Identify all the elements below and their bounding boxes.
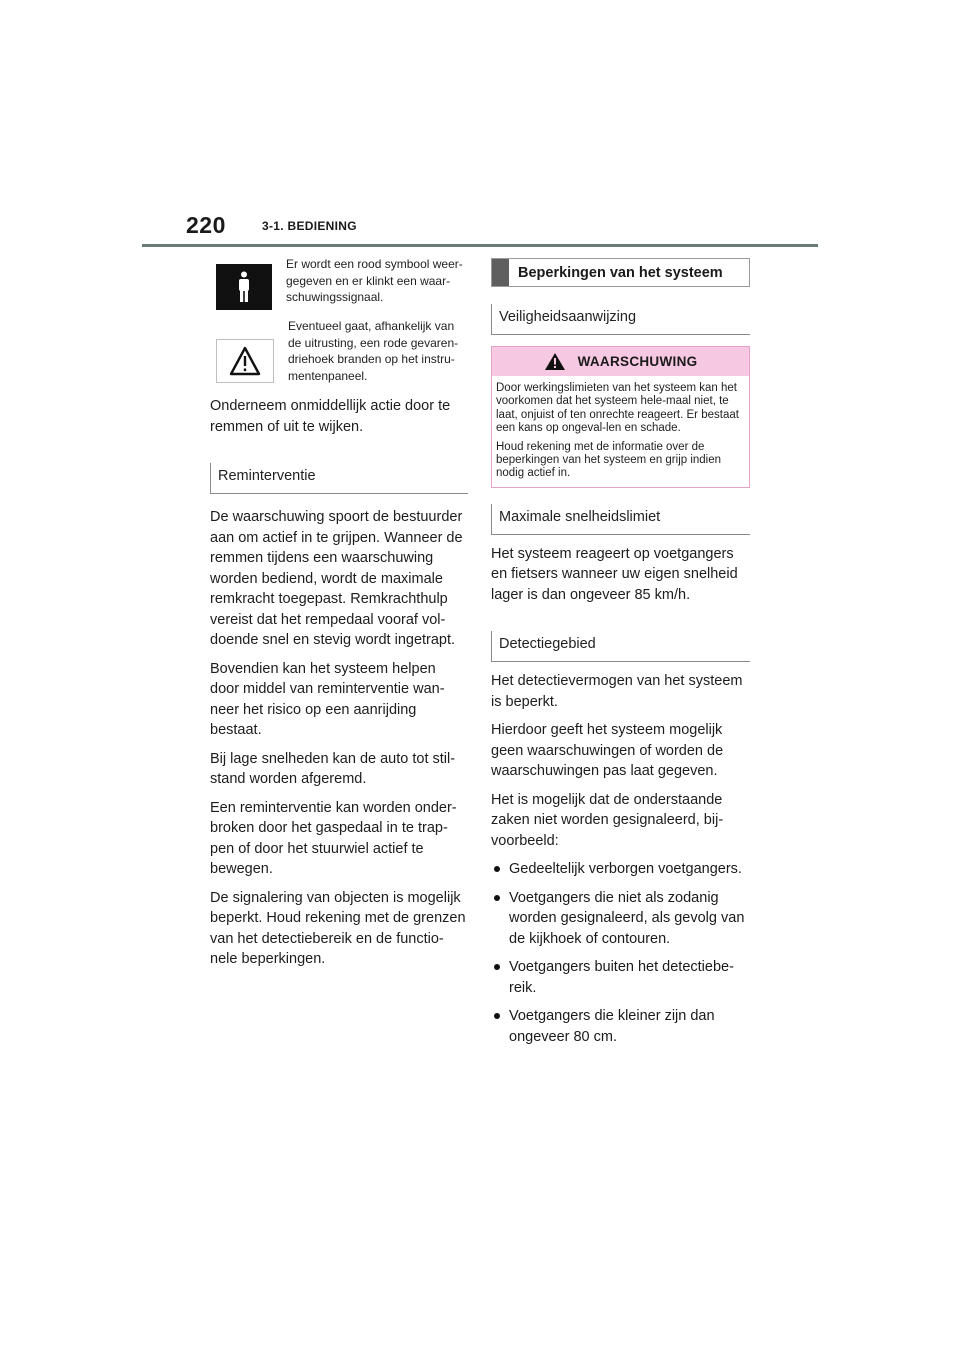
warning-body <box>492 376 749 487</box>
subhead-maximale-snelheidslimiet: Maximale snelheidslimiet <box>491 504 750 535</box>
body-paragraph: Bij lage snelheden kan de auto tot stil-stand worden afgeremd. <box>210 750 456 787</box>
warning-paragraph: Houd rekening met de informatie over de beperkingen van het systeem en grijp indien nodig actief in. <box>496 440 722 480</box>
pedestrian-icon <box>216 264 272 310</box>
bullet-dot-icon <box>494 895 500 901</box>
body-paragraph: Een reminterventie kan worden onder-broken door het gaspedaal in te trap-pen of door het stuurwiel actief te bewegen. <box>210 799 457 877</box>
subhead-veiligheidsaanwijzing: Veiligheidsaanwijzing <box>491 304 750 335</box>
warning-title: WAARSCHUWING <box>577 354 698 369</box>
warning-header <box>492 347 749 376</box>
body-paragraph: De signalering van objecten is mogelijk beperkt. Houd rekening met de grenzen van het detectiebereik en de functio-nele beperkingen. <box>210 889 466 967</box>
list-item: Voetgangers buiten het detectiebe-reik. <box>491 957 750 998</box>
symbol-description: Eventueel gaat, afhankelijk van de uitrusting, een rode gevaren-driehoek branden op het instru-mentenpaneel. <box>288 319 459 383</box>
symbol-description: Er wordt een rood symbool weer-gegeven en er klinkt een waar-schuwingssignaal. <box>286 257 463 304</box>
body-paragraph: De waarschuwing spoort de bestuurder aan om actief in te grijpen. Wanneer de remmen tijdens een waarschuwing worden bediend, wordt de maximale remkracht toegepast. Remkrachthulp vereist dat het rempedaal vooraf vol-doende snel en stevig wordt ingetrapt. <box>210 509 463 648</box>
bullet-dot-icon <box>494 964 500 970</box>
section-heading <box>491 258 750 287</box>
speed-paragraph: Het systeem reageert op voetgangers en fietsers wanneer uw eigen snelheid lager is dan ongeveer 85 km/h. <box>491 545 738 603</box>
section-heading-title: Beperkingen van het systeem <box>518 264 723 281</box>
symbol-row-pedestrian <box>210 256 468 310</box>
right-column <box>491 256 750 1047</box>
list-item: Voetgangers die kleiner zijn dan ongeveer 80 cm. <box>491 1006 750 1047</box>
subhead-detectiegebied: Detectiegebied <box>491 631 750 662</box>
warning-box <box>491 346 750 488</box>
header-rule <box>142 244 818 247</box>
section-heading-marker <box>492 259 509 286</box>
left-column <box>210 256 468 970</box>
detection-paragraph: Het detectievermogen van het systeem is beperkt. <box>491 673 743 710</box>
symbol-row-warning <box>210 318 468 384</box>
warning-paragraph: Door werkingslimieten van het systeem kan het voorkomen dat het systeem hele-maal niet, te laat, onjuist of ten onrechte reageert. Er bestaat een kans op ongeval-len en schade. <box>496 382 739 435</box>
subhead-reminterventie: Reminterventie <box>210 463 468 494</box>
list-item: Gedeeltelijk verborgen voetgangers. <box>491 859 750 880</box>
bullet-dot-icon <box>494 866 500 872</box>
body-paragraph: Bovendien kan het systeem helpen door middel van reminterventie wan-neer het risico op een aanrijding bestaat. <box>210 660 445 738</box>
detection-paragraph: Hierdoor geeft het systeem mogelijk geen waarschuwingen of worden de waarschuwingen pas laat gegeven. <box>491 722 724 780</box>
detection-paragraph: Het is mogelijk dat de onderstaande zaken niet worden gesignaleerd, bij-voorbeeld: <box>491 791 724 849</box>
warning-triangle-icon <box>216 339 274 383</box>
bullet-dot-icon <box>494 1013 500 1019</box>
list-item: Voetgangers die niet als zodanig worden gesignaleerd, als gevolg van de kijkhoek of contouren. <box>491 888 750 950</box>
warning-triangle-icon <box>544 352 566 371</box>
chapter-title: 3-1. BEDIENING <box>262 219 357 233</box>
detection-bullet-list <box>491 859 750 1047</box>
intro-paragraph: Onderneem onmiddellijk actie door te remmen of uit te wijken. <box>210 398 451 435</box>
page-number: 220 <box>186 212 226 238</box>
